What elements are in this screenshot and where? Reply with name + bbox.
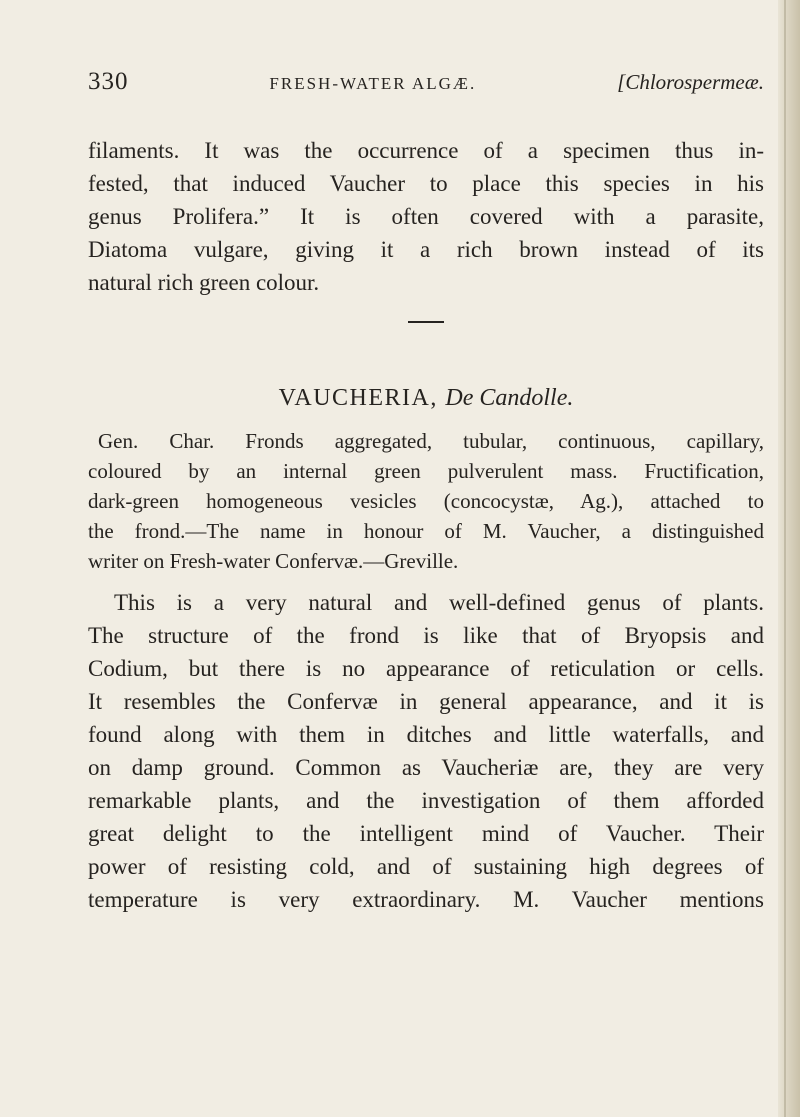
genus-name: VAUCHERIA, [278, 385, 438, 411]
text-line: Diatoma vulgare, giving it a rich brown instead of its [88, 237, 764, 262]
book-page [88, 68, 764, 916]
text-line: The structure of the frond is like that of Bryopsis and [88, 623, 764, 648]
genus-heading [88, 385, 764, 412]
text-line: This is a very natural and well-defined genus of plants. [114, 590, 764, 615]
text-line: power of resisting cold, and of sustaining high degrees of [88, 854, 764, 879]
genus-authority: De Candolle. [445, 385, 574, 411]
section-title: [Chlorospermeæ. [617, 70, 764, 94]
text-line: filaments. It was the occurrence of a specimen thus in- [88, 138, 764, 163]
text-line: natural rich green colour. [88, 270, 320, 295]
intro-paragraph [88, 134, 764, 299]
text-line: Codium, but there is no appearance of reticulation or cells. [88, 656, 764, 681]
text-line: Gen. Char. Fronds aggregated, tubular, continuous, capillary, [98, 429, 764, 453]
generic-character [88, 426, 764, 576]
body-paragraph [88, 586, 764, 916]
text-line: fested, that induced Vaucher to place this species in his [88, 171, 764, 196]
page-edge [778, 0, 800, 1117]
text-line: temperature is very extraordinary. M. Vaucher mentions [88, 887, 764, 912]
text-line: writer on Fresh-water Confervæ.—Greville. [88, 549, 459, 573]
page-edge-line [784, 0, 786, 1117]
page-number: 330 [88, 68, 129, 95]
text-line: It resembles the Confervæ in general appearance, and it is [88, 689, 764, 714]
text-line: dark-green homogeneous vesicles (concocystæ, Ag.), attached to [88, 489, 764, 513]
text-line: coloured by an internal green pulverulent mass. Fructification, [88, 459, 764, 483]
text-line: remarkable plants, and the investigation of them afforded [88, 788, 764, 813]
text-line: on damp ground. Common as Vaucheriæ are, they are very [88, 755, 764, 780]
running-title: FRESH-WATER ALGÆ. [269, 74, 477, 93]
section-divider [408, 321, 444, 323]
text-line: genus Prolifera.” It is often covered with a parasite, [88, 204, 764, 229]
text-line: the frond.—The name in honour of M. Vaucher, a distinguished [88, 519, 764, 543]
text-line: found along with them in ditches and little waterfalls, and [88, 722, 764, 747]
running-header [88, 68, 764, 112]
text-line: great delight to the intelligent mind of Vaucher. Their [88, 821, 764, 846]
